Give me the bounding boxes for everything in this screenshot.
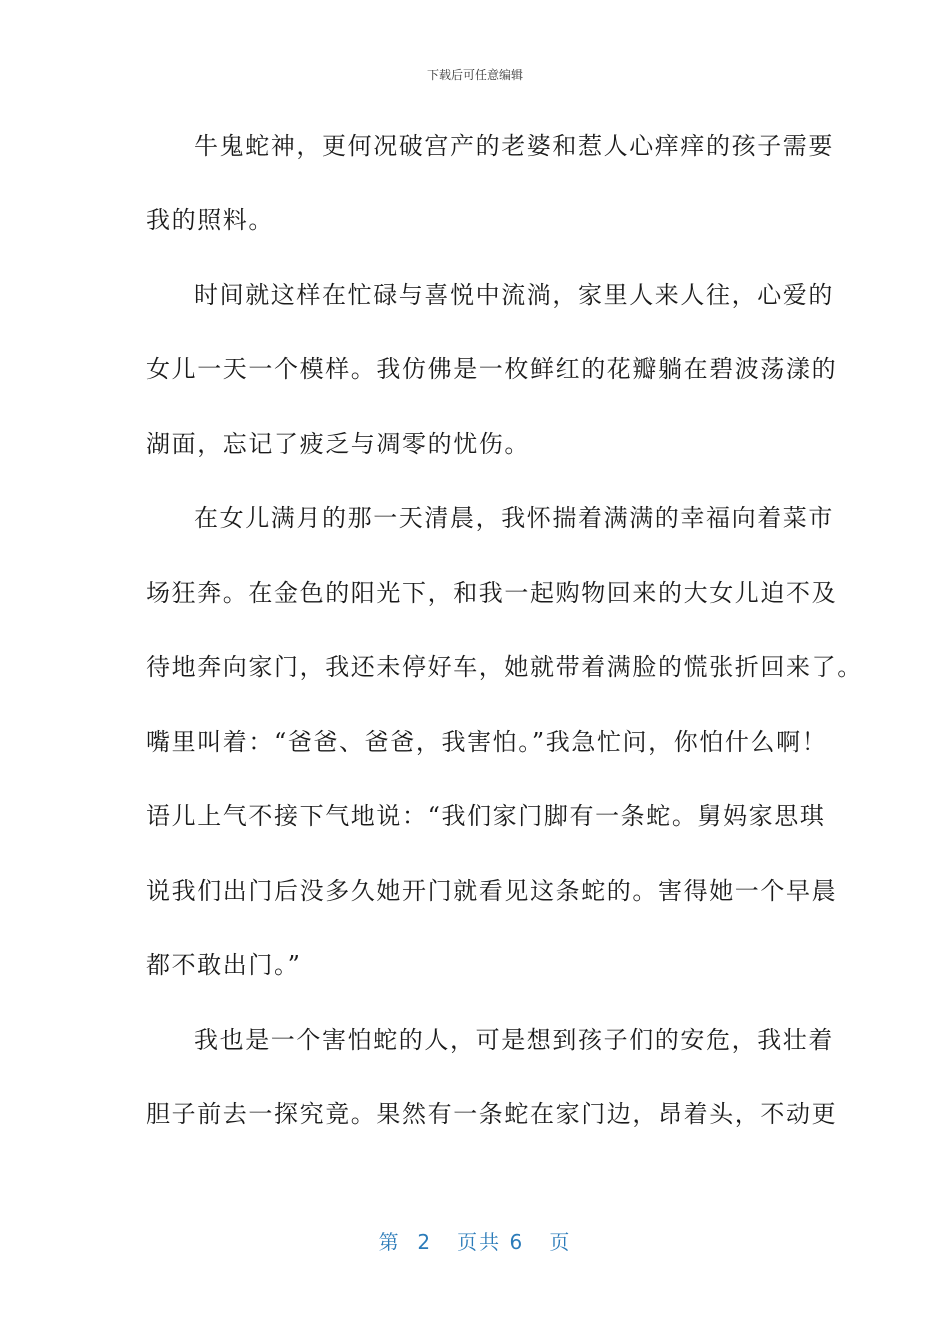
text-line: 待地奔向家门，我还未停好车，她就带着满脸的慌张折回来了。 [146, 653, 863, 681]
text-line: 我的照料。 [146, 206, 274, 234]
page-number-footer: 第 2 页共 6 页 [378, 1230, 572, 1254]
text-line: 嘴里叫着：“爸爸、爸爸，我害怕。”我急忙问，你怕什么啊！ [146, 728, 828, 756]
text-line: 胆子前去一探究竟。果然有一条蛇在家门边，昂着头，不动更 [146, 1100, 838, 1128]
text-line: 牛鬼蛇神，更何况破宫产的老婆和惹人心痒痒的孩子需要 [194, 132, 834, 160]
text-line: 场狂奔。在金色的阳光下，和我一起购物回来的大女儿迫不及 [146, 579, 838, 607]
text-line: 语儿上气不接下气地说：“我们家门脚有一条蛇。舅妈家思琪 [146, 802, 826, 830]
text-line: 我也是一个害怕蛇的人，可是想到孩子们的安危，我壮着 [194, 1026, 834, 1054]
header-note: 下载后可任意编辑 [426, 68, 523, 82]
text-line: 都不敢出门。” [146, 951, 302, 979]
text-line: 湖面，忘记了疲乏与凋零的忧伤。 [146, 430, 530, 458]
text-line: 在女儿满月的那一天清晨，我怀揣着满满的幸福向着菜市 [194, 504, 834, 532]
text-line: 时间就这样在忙碌与喜悦中流淌，家里人来人往，心爱的 [194, 281, 834, 309]
text-line: 女儿一天一个模样。我仿佛是一枚鲜红的花瓣躺在碧波荡漾的 [146, 355, 838, 383]
text-line: 说我们出门后没多久她开门就看见这条蛇的。害得她一个早晨 [146, 877, 838, 905]
